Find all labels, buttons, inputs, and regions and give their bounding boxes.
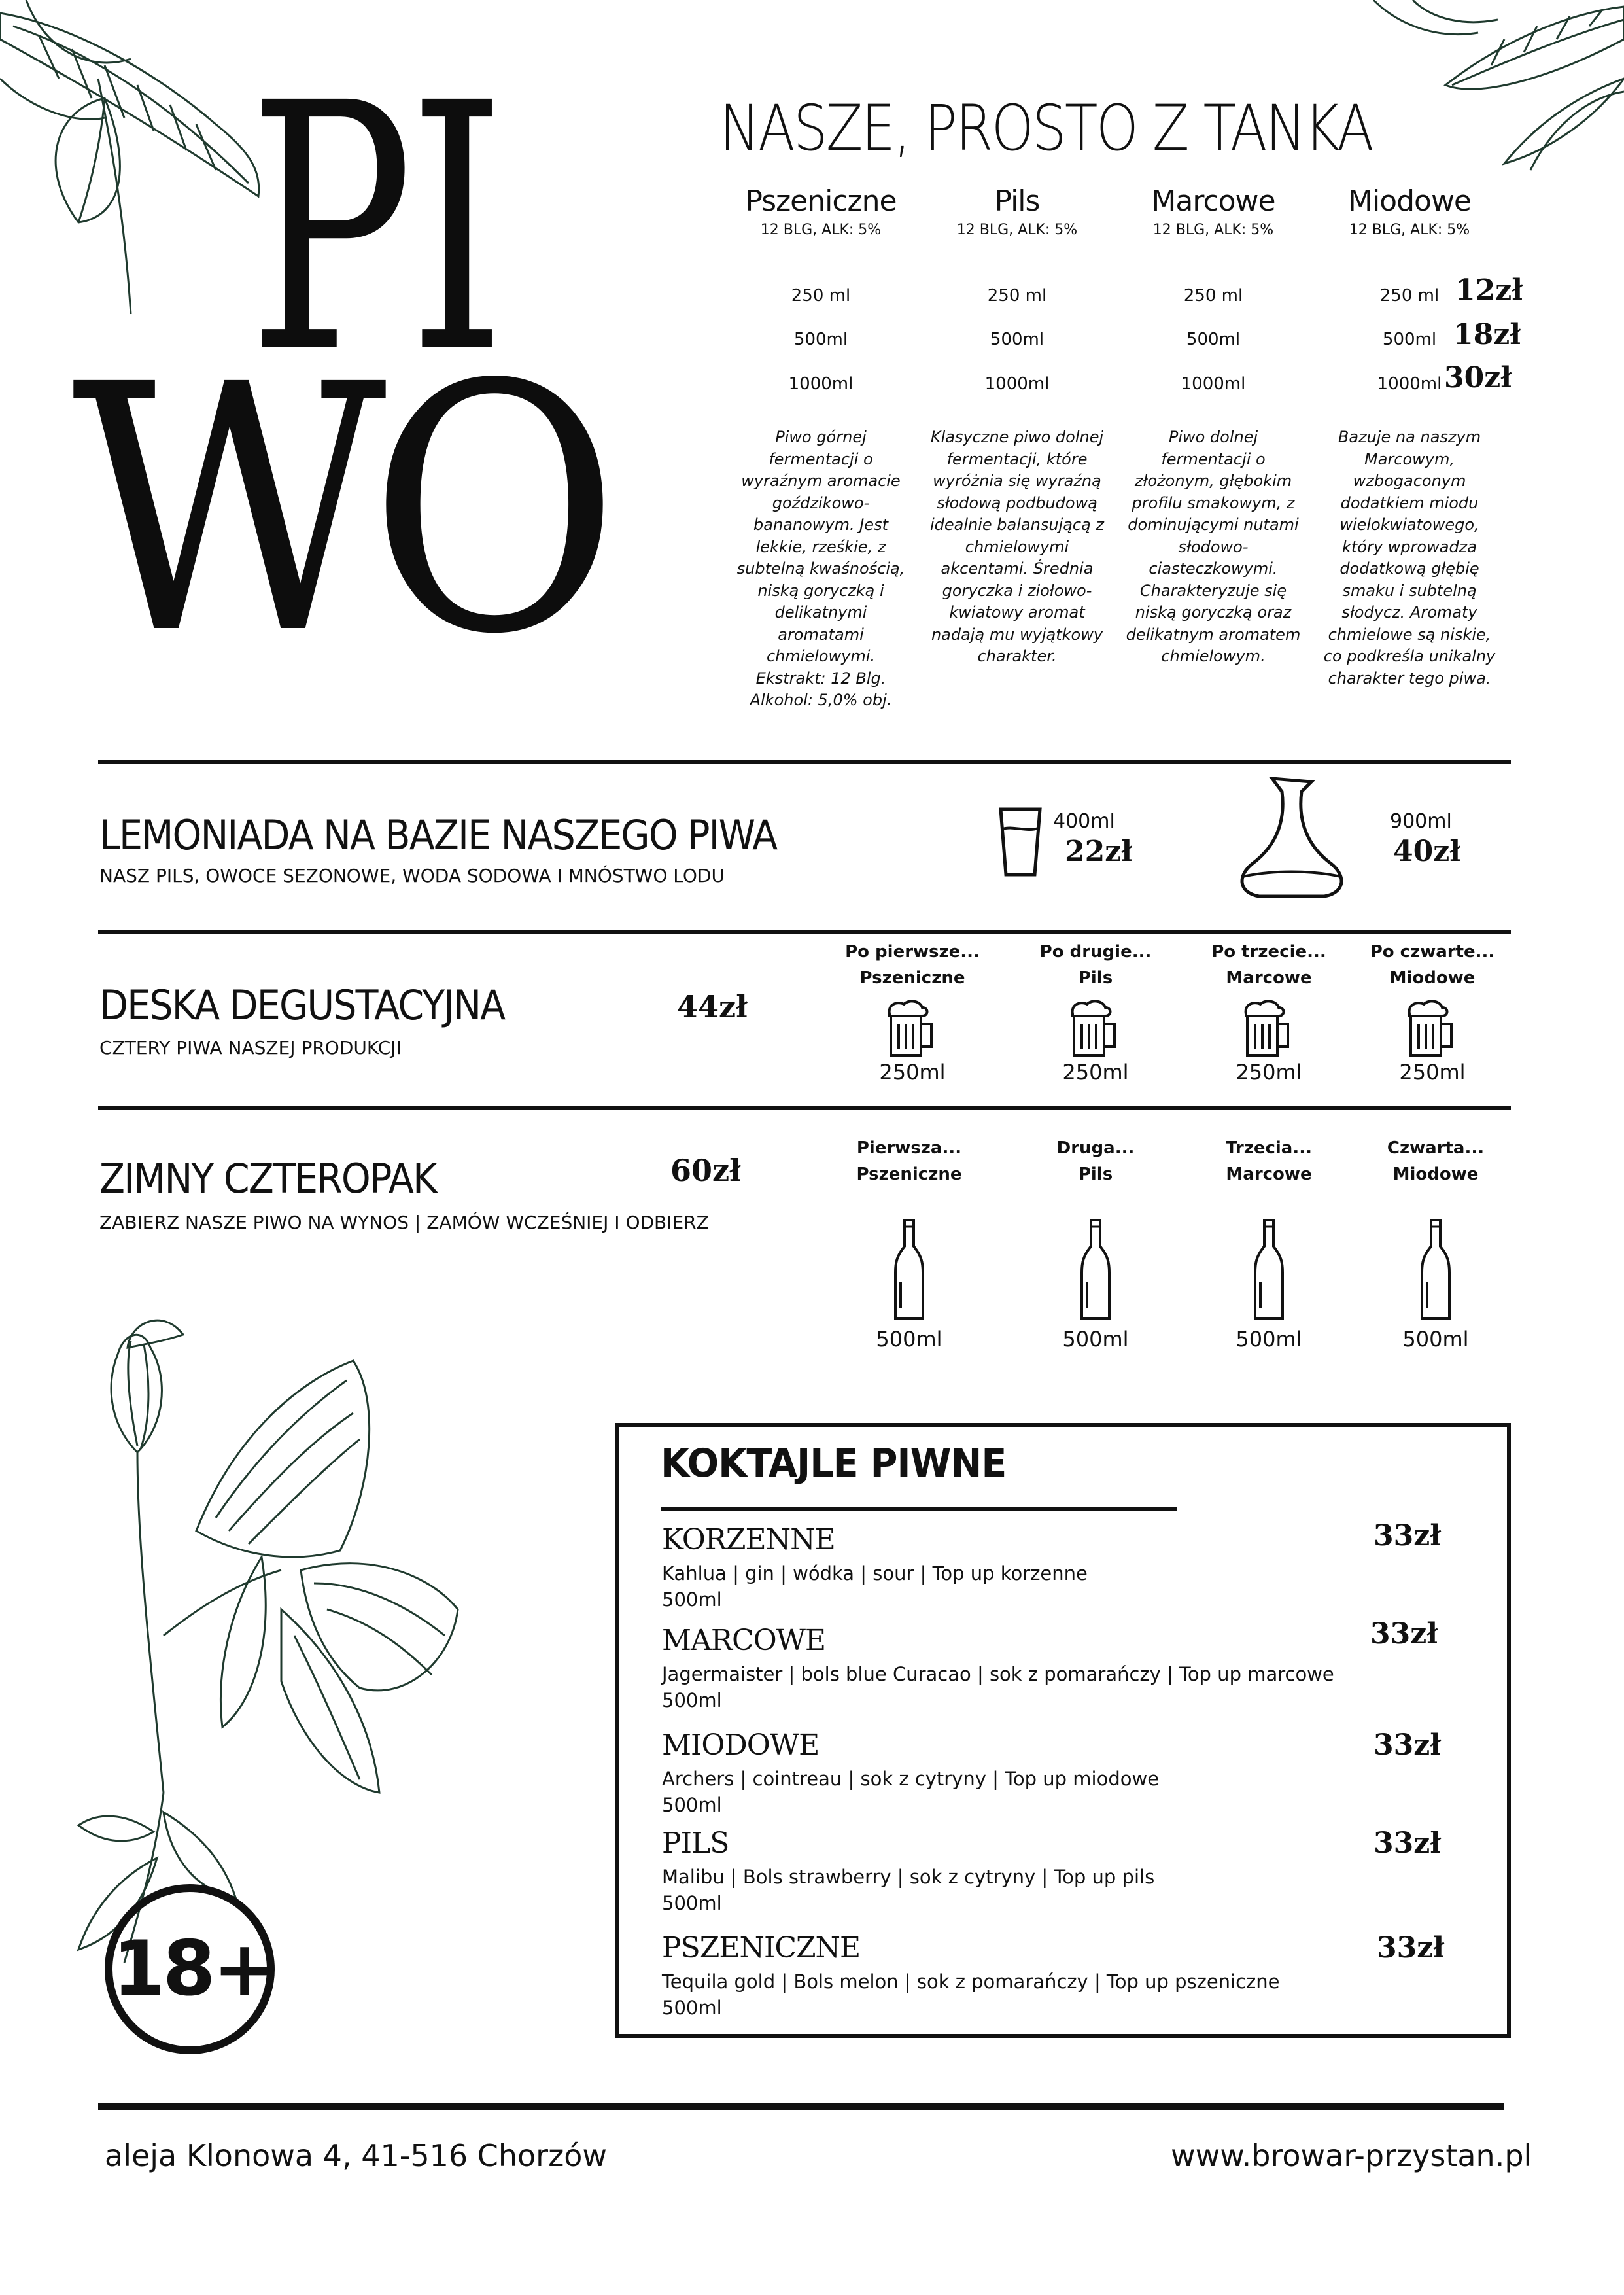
size-500: 500ml [793, 330, 848, 349]
cocktail-ingredients: Jagermaister | bols blue Curacao | sok z pomarańczy | Top up marcowe [662, 1663, 1334, 1685]
size-250: 250 ml [987, 286, 1047, 306]
divider [98, 760, 1511, 764]
carafe-icon [1233, 772, 1351, 900]
tasting-item-3-volume: 250ml [1235, 1060, 1302, 1085]
fourpack-item-4-beer: Miodowe [1392, 1165, 1479, 1184]
fourpack-item-1-ordinal: Pierwsza... [856, 1138, 962, 1158]
tasting-item-2-label [1017, 939, 1174, 991]
age-restriction-badge: 18+ [105, 1884, 275, 2054]
beer-spec: 12 BLG, ALK: 5% [760, 222, 882, 238]
beer-name: Marcowe [1151, 184, 1275, 218]
fourpack-item-3-ordinal: Trzecia... [1226, 1138, 1312, 1158]
fourpack-item-4-label [1357, 1135, 1514, 1187]
fourpack-item-3-beer: Marcowe [1226, 1165, 1312, 1184]
cocktails-title: KOKTAJLE PIWNE [661, 1441, 1007, 1486]
leaf-illustration-top-right [1334, 0, 1624, 177]
fourpack-item-2-beer: Pils [1078, 1165, 1113, 1184]
price-500: 18zł [1453, 318, 1521, 351]
beer-description: Bazuje na naszym Marcowym, wzbogaconym dodatkiem miodu wielokwiatowego, który wprowadza dodatkową głębię smaku i subtelną słodycz. Aromaty chmielowe są niskie, co podkreśla unikalny charakter tego piwa. [1323, 428, 1496, 688]
divider [98, 1106, 1511, 1110]
price-250: 12zł [1455, 273, 1523, 307]
leaf-illustration-top-left [0, 0, 275, 340]
heading-bottom: WO [72, 312, 602, 709]
tasting-item-1-label [834, 939, 991, 991]
section-title-tank: NASZE, PROSTO Z TANKA [719, 92, 1373, 165]
beer-column-pszeniczne [733, 184, 909, 709]
fourpack-item-3-volume: 500ml [1235, 1327, 1302, 1352]
footer-website-link[interactable]: www.browar-przystan.pl [1171, 2138, 1532, 2173]
cocktail-name: MARCOWE [662, 1624, 826, 1657]
beer-description: Piwo górnej fermentacji o wyraźnym aromacie goździkowo-bananowym. Jest lekkie, rześkie, z subtelną kwaśnością, niską goryczką i delikatnymi aromatami chmielowymi. Ekstrakt: 12 Blg. Alkohol: 5,0% obj. [736, 428, 905, 709]
beer-spec: 12 BLG, ALK: 5% [1152, 222, 1274, 238]
glass-icon [997, 806, 1043, 878]
beer-description: Piwo dolnej fermentacji o złożonym, głębokim profilu smakowym, z dominującymi nutami słodowo-ciasteczkowymi. Charakteryzuje się niską goryczką oraz delikatnym aromatem chmielowym. [1126, 428, 1301, 665]
tasting-item-1-volume: 250ml [879, 1060, 946, 1085]
fourpack-item-2-label [1017, 1135, 1174, 1187]
cocktail-price: 33zł [1370, 1617, 1438, 1651]
size-500: 500ml [1186, 330, 1241, 349]
size-250: 250 ml [791, 286, 851, 306]
tasting-price: 44zł [677, 989, 748, 1025]
size-500: 500ml [1382, 330, 1437, 349]
lemonade-glass-volume: 400ml [1053, 810, 1115, 833]
beer-bottle-icon [1419, 1217, 1452, 1322]
cocktail-ingredients: Archers | cointreau | sok z cytryny | Top up miodowe [662, 1768, 1160, 1790]
fourpack-item-2-ordinal: Druga... [1056, 1138, 1135, 1158]
beer-spec: 12 BLG, ALK: 5% [956, 222, 1078, 238]
cocktail-volume: 500ml [662, 1997, 722, 2019]
fourpack-item-4-volume: 500ml [1402, 1327, 1469, 1352]
beer-bottle-icon [1253, 1217, 1285, 1322]
lemonade-subtitle: NASZ PILS, OWOCE SEZONOWE, WODA SODOWA I MNÓSTWO LODU [99, 865, 725, 886]
beer-name: Miodowe [1347, 184, 1471, 218]
size-1000: 1000ml [1181, 374, 1246, 394]
cocktail-name: MIODOWE [662, 1728, 820, 1762]
cocktail-name: KORZENNE [662, 1523, 835, 1556]
cocktail-price: 33zł [1377, 1931, 1445, 1965]
tasting-subtitle: CZTERY PIWA NASZEJ PRODUKCJI [99, 1037, 402, 1059]
divider [98, 930, 1511, 934]
cocktail-ingredients: Kahlua | gin | wódka | sour | Top up korzenne [662, 1562, 1088, 1585]
beer-description: Klasyczne piwo dolnej fermentacji, które wyróżnia się wyraźną słodową podbudową idealnie balansującą z chmielowymi akcentami. Średnia goryczka i ziołowo-kwiatowy aromat nadają mu wyjątkowy charakter. [929, 428, 1105, 665]
fourpack-title: ZIMNY CZTEROPAK [99, 1155, 436, 1202]
fourpack-price: 60zł [670, 1153, 741, 1188]
size-250: 250 ml [1379, 286, 1440, 306]
tasting-item-1-ordinal: Po pierwsze... [845, 942, 980, 962]
cocktail-name: PILS [662, 1827, 729, 1860]
beer-mug-icon [1404, 998, 1457, 1060]
tasting-item-4-label [1354, 939, 1511, 991]
lemonade-carafe-price: 40zł [1393, 835, 1461, 868]
heading-top: PI [249, 31, 501, 427]
flower-illustration [65, 1269, 562, 1976]
tasting-item-4-ordinal: Po czwarte... [1370, 942, 1495, 962]
price-1000: 30zł [1444, 361, 1512, 394]
fourpack-subtitle: ZABIERZ NASZE PIWO NA WYNOS | ZAMÓW WCZEŚNIEJ I ODBIERZ [99, 1212, 709, 1233]
beer-name: Pils [994, 184, 1040, 218]
fourpack-item-4-ordinal: Czwarta... [1387, 1138, 1485, 1158]
cocktail-ingredients: Malibu | Bols strawberry | sok z cytryny | Top up pils [662, 1866, 1155, 1888]
tasting-item-4-volume: 250ml [1399, 1060, 1466, 1085]
cocktail-volume: 500ml [662, 1794, 722, 1816]
beer-name: Pszeniczne [745, 184, 897, 218]
cocktail-volume: 500ml [662, 1892, 722, 1914]
tasting-title: DESKA DEGUSTACYJNA [99, 981, 505, 1029]
cocktail-price: 33zł [1373, 1519, 1442, 1552]
tasting-item-2-volume: 250ml [1062, 1060, 1129, 1085]
cocktail-volume: 500ml [662, 1588, 722, 1611]
tasting-item-4-beer: Miodowe [1389, 968, 1476, 988]
tasting-item-1-beer: Pszeniczne [859, 968, 965, 988]
tasting-item-2-ordinal: Po drugie... [1039, 942, 1152, 962]
cocktail-ingredients: Tequila gold | Bols melon | sok z pomarańczy | Top up pszeniczne [662, 1971, 1280, 1993]
beer-spec: 12 BLG, ALK: 5% [1349, 222, 1470, 238]
beer-mug-icon [1067, 998, 1120, 1060]
fourpack-item-1-label [831, 1135, 988, 1187]
lemonade-title: LEMONIADA NA BAZIE NASZEGO PIWA [99, 811, 777, 859]
size-500: 500ml [990, 330, 1045, 349]
footer-address: aleja Klonowa 4, 41-516 Chorzów [105, 2138, 607, 2173]
beer-column-pils [929, 184, 1105, 665]
lemonade-carafe-volume: 900ml [1390, 810, 1452, 833]
beer-bottle-icon [1079, 1217, 1112, 1322]
beer-mug-icon [884, 998, 937, 1060]
lemonade-glass-price: 22zł [1065, 835, 1133, 868]
tasting-item-3-ordinal: Po trzecie... [1211, 942, 1326, 962]
fourpack-item-1-beer: Pszeniczne [856, 1165, 962, 1184]
size-1000: 1000ml [1377, 374, 1442, 394]
beer-bottle-icon [893, 1217, 925, 1322]
tasting-item-3-beer: Marcowe [1226, 968, 1312, 988]
beer-column-marcowe [1125, 184, 1302, 665]
cocktail-volume: 500ml [662, 1689, 722, 1711]
fourpack-item-2-volume: 500ml [1062, 1327, 1129, 1352]
tasting-item-2-beer: Pils [1078, 968, 1113, 988]
fourpack-item-3-label [1190, 1135, 1347, 1187]
beer-mug-icon [1241, 998, 1293, 1060]
size-1000: 1000ml [984, 374, 1050, 394]
fourpack-item-1-volume: 500ml [876, 1327, 942, 1352]
cocktail-price: 33zł [1373, 1728, 1442, 1762]
size-250: 250 ml [1183, 286, 1243, 306]
size-1000: 1000ml [788, 374, 854, 394]
cocktails-title-underline [661, 1507, 1177, 1511]
footer-divider [98, 2103, 1504, 2110]
cocktail-name: PSZENICZNE [662, 1931, 861, 1965]
tasting-item-3-label [1190, 939, 1347, 991]
cocktail-price: 33zł [1373, 1827, 1442, 1860]
